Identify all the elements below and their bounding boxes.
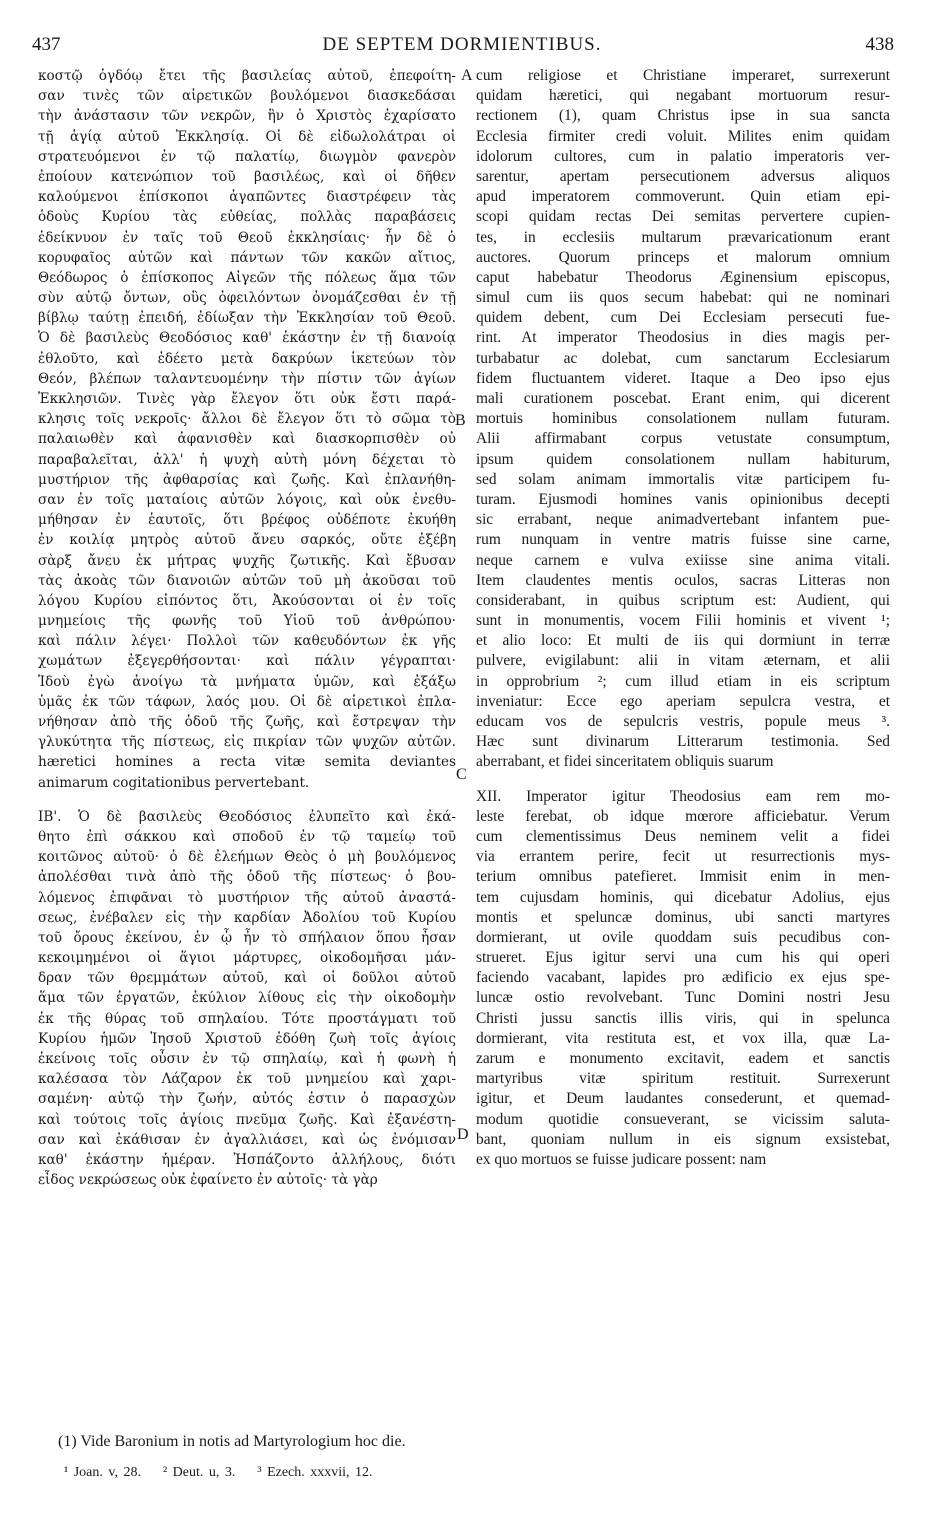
greek-text-line: σὺν αὐτῷ ὄντων, οὓς ὀφειλόντων ὀνομάζεσθαι ἐν τῇ (38, 290, 456, 307)
greek-text-line: λόγου Κυρίου εἰπόντος ὅτι, Ἀκούσονται οἱ ἐν τοῖς (38, 592, 456, 609)
latin-text-line: Alii affirmabant corpus vetustate consumptum, (476, 430, 890, 448)
greek-text-line: μυστήριον τῆς ἀφθαρσίας καὶ ζωῆς. Καὶ ἐπλανήθη- (38, 471, 456, 488)
latin-text-line: terium omnibus patefieret. Immisit enim in men- (476, 868, 890, 886)
page-number-left: 437 (32, 34, 61, 55)
greek-text-line: καλούμενοι ἐπίσκοποι ἀγαπῶντες διαστρέφειν τὰς (38, 189, 456, 206)
latin-text-line: quidem debent, cum Dei Ecclesiam persecuti fue- (476, 309, 890, 327)
greek-text-line: σαν ἐν τοῖς ματαίοις αὐτῶν λόγοις, καὶ οὐκ ἐνεθυ- (38, 491, 456, 508)
greek-text-line: κεκοιμημένοι οἱ ἅγιοι μάρτυρες, οἰκοδομῆσαι μάν- (38, 950, 456, 967)
latin-text-line: turam. Ejusmodi homines vanis opinionibus decepti (476, 490, 890, 508)
latin-text-line: in opprobrium ²; cum illud etiam in eis scriptum (476, 672, 890, 690)
latin-text-line: apud imperatorem commoverunt. Quin etiam epi- (476, 188, 890, 206)
latin-text-line: pulvere, evigilabunt: alii in vitam æternam, et alii (476, 652, 890, 670)
greek-text-line: ὑμᾶς ἐκ τῶν τάφων, λαός μου. Οἱ δὲ αἱρετικοὶ ἐπλα- (38, 693, 456, 710)
running-title: DE SEPTEM DORMIENTIBUS. (322, 34, 602, 55)
latin-text-line: rectionem (1), quam Christus ipse in sua sancta (476, 107, 890, 125)
greek-column (38, 66, 456, 1190)
greek-text-line: ἅμα τῶν ἐργατῶν, ἐκύλιον λίθους εἰς τὴν οἰκοδομὴν (38, 990, 456, 1007)
greek-text-line: τοῦ ὄρους ἐκείνου, ἐν ᾧ ἦν τὸ σπήλαιον ὅπου ἦσαν (38, 929, 456, 946)
latin-text-line: sic errabant, neque animadvertebant infantem pue- (476, 511, 890, 529)
greek-text-line: λόμενος ἐπιφᾶναι τὸ μυστήριον τῆς αὐτοῦ ἀναστά- (38, 889, 456, 906)
latin-text-line: Hæc sunt divinarum Litterarum testimonia. Sed (476, 733, 890, 751)
latin-text-line: sed solam animam immortalis vitæ participem fu- (476, 470, 890, 488)
greek-text-line: καλέσασα τὸν Λάζαρον ἐκ τοῦ μνημείου καὶ χαρι- (38, 1071, 456, 1088)
latin-text-line: considerabant, in quibus scriptum est: Audient, qui (476, 591, 890, 609)
latin-text-line: educam vos de sepulcris vestris, popule meus ³. (476, 713, 890, 730)
latin-text-line: mali curationem poscebat. Erant enim, qui dicerent (476, 390, 890, 407)
latin-text-line: tes, in ecclesiis multarum prævaricationum erant (476, 228, 890, 246)
scripture-references (64, 1465, 395, 1481)
greek-text-line: τῇ ἁγίᾳ αὐτοῦ Ἐκκλησίᾳ. Οἱ δὲ εἰδωλολάτραι οἱ (38, 128, 456, 145)
latin-text-line: et alio loco: Et multi de iis qui dormiunt in terræ (476, 632, 890, 650)
latin-text-line: XII. Imperator igitur Theodosius eam rem mo- (476, 787, 890, 805)
latin-text-line: ex quo mortuos se fuisse judicare possent: nam (476, 1150, 767, 1168)
greek-text-line: hæretici homines a recta vitæ semita deviantes (38, 754, 456, 771)
latin-text-line: aberrabant, et fidei sinceritatem obliquis suarum (476, 753, 774, 771)
greek-text-line: σὰρξ ἄνευ ἐκ μήτρας ψυχῆς ζωτικῆς. Καὶ ἔβυσαν (38, 552, 456, 569)
greek-text-line: μνημείοις τῆς φωνῆς τοῦ Υἱοῦ τοῦ ἀνθρώπου· (38, 613, 456, 630)
greek-text-line: animarum cogitationibus pervertebant. (38, 774, 310, 791)
greek-text-line: κλησις τοῖς νεκροῖς· ἄλλοι δὲ ἔλεγον ὅτι τὸ σῶμα τὸ (38, 411, 456, 428)
greek-text-line: ἐν κοιλίᾳ μητρὸς αὐτοῦ ἄνευ σαρκός, οὔτε ἐξέβη (38, 532, 456, 549)
greek-text-line: καὶ πάλιν λέγει· Πολλοὶ τῶν καθευδόντων ἐκ γῆς (38, 633, 456, 650)
latin-text-line: via errantem perire, fecit ut resurrectionis mys- (476, 848, 890, 866)
latin-text-line: montis et speluncæ dominus, ubi sancti martyres (476, 908, 890, 926)
greek-text-line: τὴν ἀνάστασιν τῶν νεκρῶν, ἣν ὁ Χριστὸς ἐχαρίσατο (38, 108, 456, 125)
latin-text-line: auctores. Quorum princeps et malorum omnium (476, 248, 890, 266)
greek-text-line: σαν τινὲς τῶν αἱρετικῶν βουλόμενοι διασκεδάσαι (38, 88, 456, 105)
greek-text-line: Ἰδοὺ ἐγὼ ἀνοίγω τὰ μνήματα ὑμῶν, καὶ ἐξάξω (38, 673, 456, 690)
greek-text-line: ἐκ τῆς θύρας τοῦ σπηλαίου. Τότε προστάγματι τοῦ (38, 1010, 456, 1027)
greek-text-line: ἀπολέσθαι τινὰ ἀπὸ τῆς ὁδοῦ τῆς πίστεως· ὁ βου- (38, 869, 456, 886)
greek-text-line: κορυφαῖος αὐτῶν καὶ πάντων τῶν κακῶν αἴτιος, (38, 249, 456, 266)
latin-text-line: Ecclesia firmiter credi voluit. Milites enim quidam (476, 127, 890, 145)
latin-text-line: turbabatur ac dolebat, cum sanctarum Ecclesiarum (476, 349, 890, 367)
greek-text-line: Κυρίου ἡμῶν Ἰησοῦ Χριστοῦ ἐδόθη ζωὴ τοῖς ἁγίοις (38, 1030, 456, 1047)
latin-text-line: caput habebatur Theodorus Æginensium episcopus, (476, 268, 890, 286)
latin-text-line: strueret. Ejus igitur servi una cum his qui operi (476, 949, 890, 967)
paragraph-gap (38, 793, 456, 807)
latin-text-line: dormierant, vita restituta est, et vox illa, quæ La- (476, 1029, 890, 1047)
latin-text-line: quidam hæretici, qui negabant mortuorum resur- (476, 87, 890, 105)
latin-text-line: cum religiose et Christiane imperaret, surrexerunt (476, 67, 890, 84)
latin-text-line: Item claudentes mentis oculos, sacras Litteras non (476, 571, 890, 589)
greek-text-line: παραβαλεῖται, ἀλλ' ἡ ψυχὴ αὐτὴ μόνη δέχεται τὸ (38, 451, 456, 468)
latin-text-line: faciendo vacabant, lapides pro ædificio ex ejus spe- (476, 969, 890, 987)
latin-text-line: rum nunquam in ventre matris fuisse sine carne, (476, 531, 890, 549)
greek-text-line: νήθησαν ἀπὸ τῆς ὁδοῦ τῆς ζωῆς, καὶ ἔστρεψαν τὴν (38, 714, 456, 730)
latin-text-line: bant, quoniam nullum in eis signum exsistebat, (476, 1130, 890, 1148)
greek-text-line: ὁδοὺς Κυρίου τὰς εὐθείας, πολλὰς παραβάσεις (38, 209, 456, 226)
greek-text-line: εἶδος νεκρώσεως οὐκ ἐφαίνετο ἐν αὐτοῖς· τὰ γὰρ (38, 1172, 378, 1189)
latin-text-line: fidem fluctuantem videret. Itaque a Deo ipso ejus (476, 369, 890, 387)
margin-marker-a: A (461, 67, 473, 84)
margin-marker-c: C (456, 766, 467, 783)
greek-text-line: δραν τῶν θρεμμάτων αὐτοῦ, καὶ οἱ δοῦλοι αὐτοῦ (38, 970, 456, 987)
latin-text-line: dormierant, ut ovile quoddam suis pecudibus con- (476, 928, 890, 946)
latin-column (476, 66, 890, 1170)
page-number-right: 438 (865, 34, 894, 55)
latin-text-line: martyribus vitæ spiritum restituit. Surrexerunt (476, 1070, 890, 1088)
greek-text-line: σαμένη· αὐτῷ τὴν ζωήν, αὐτός ἐστιν ὁ παρασχὼν (38, 1091, 456, 1108)
greek-text-line: θητο ἐπὶ σάκκου καὶ σποδοῦ ἐν τῷ ταμείῳ τοῦ (38, 828, 456, 845)
scripture-reference: ³ Ezech. xxxvii, 12. (257, 1465, 373, 1480)
latin-text-line: modum quotidie consueverant, se vicissim saluta- (476, 1110, 890, 1128)
latin-text-line: sunt in monumentis, vocem Filii hominis et vivent ¹; (476, 612, 890, 630)
footnote: (1) Vide Baronium in notis ad Martyrologium hoc die. (58, 1433, 406, 1450)
latin-text-line: igitur, et Deum laudantes consederunt, et quemad- (476, 1090, 890, 1108)
latin-text-line: luncæ ostio revolvebant. Tunc Domini nostri Jesu (476, 989, 890, 1007)
latin-text-line: idolorum cultores, cum in palatio imperatoris ver- (476, 147, 890, 165)
latin-text-line: ipsum quidem consolationem nullam habiturum, (476, 450, 890, 468)
scripture-reference: ² Deut. u, 3. (162, 1465, 236, 1480)
latin-text-line: simul cum iis quos secum habebat: qui ne nominari (476, 289, 890, 307)
latin-text-line: cum clementissimus Deus neminem velit a fidei (476, 827, 890, 845)
greek-text-line: τὰς ἀκοὰς τῶν διανοιῶν αὐτῶν τοῦ μὴ ἀκοῦσαι τοῦ (38, 572, 456, 589)
latin-text-line: Christi jussu sanctis illis viris, qui in spelunca (476, 1009, 890, 1027)
margin-marker-b: B (455, 412, 466, 429)
greek-text-line: κοστῷ ὀγδόῳ ἔτει τῆς βασιλείας αὐτοῦ, ἐπεφοίτη- (38, 68, 456, 84)
latin-text-line: sarentur, apertam persecutionem adversus aliquos (476, 167, 890, 185)
scripture-reference: ¹ Joan. v, 28. (64, 1465, 141, 1480)
greek-text-line: χωμάτων ἐξεγερθήσονται· καὶ πάλιν γέγραπται· (38, 653, 456, 670)
greek-text-line: Θεόδωρος ὁ ἐπίσκοπος Αἰγεῶν τῆς πόλεως ἅμα τῶν (38, 269, 456, 286)
latin-text-line: scopi quidam rectas Dei semitas pervertere cupien- (476, 208, 890, 226)
greek-text-line: Ὁ δὲ βασιλεὺς Θεοδόσιος καθ' ἑκάστην ἐν τῇ διανοίᾳ (38, 330, 456, 347)
latin-text-line: mortuis hominibus consolationem nullam futuram. (476, 410, 890, 428)
latin-text-line: inveniatur: Ecce ego aperiam sepulcra vestra, et (476, 692, 890, 710)
greek-text-line: βίβλῳ ταύτῃ ἐπειδή, ἐδίωξαν τὴν Ἐκκλησίαν τοῦ Θεοῦ. (38, 310, 456, 327)
greek-text-line: καθ' ἑκάστην ἡμέραν. Ἠσπάζοντο ἀλλήλους, διότι (38, 1151, 456, 1168)
greek-text-line: σεως, ἐνέβαλεν εἰς τὴν καρδίαν Ἀδολίου τοῦ Κυρίου (38, 909, 456, 926)
greek-text-line: ἐδείκνυον ἐν ταῖς τοῦ Θεοῦ ἐκκλησίαις· ἦν δὲ ὁ (38, 229, 456, 246)
paragraph-gap (476, 773, 890, 787)
greek-text-line: καὶ τούτοις τοῖς ἁγίοις πνεῦμα ζωῆς. Καὶ ἐξανέστη- (38, 1111, 456, 1128)
greek-text-line: ἐποίουν κατενώπιον τοῦ βασιλέως, καὶ οἱ δῆθεν (38, 168, 456, 185)
greek-text-line: ΙΒ'. Ὁ δὲ βασιλεὺς Θεοδόσιος ἐλυπεῖτο καὶ ἐκά- (38, 808, 456, 825)
latin-text-line: neque carnem e vulva exiisse sine anima vitali. (476, 551, 890, 569)
greek-text-line: ἐκείνοις τοῖς οὖσιν ἐν τῷ σπηλαίῳ, καὶ ἡ φωνὴ ἡ (38, 1051, 456, 1067)
latin-text-line: zarum e monumento excitavit, eadem et sanctis (476, 1050, 890, 1067)
greek-text-line: κοιτῶνος αὐτοῦ· ὁ δὲ ἐλεήμων Θεὸς ὁ μὴ βουλόμενος (38, 849, 456, 866)
greek-text-line: σαν καὶ ἐκάθισαν ἐν ἀγαλλιάσει, καὶ ὡς ἐνόμισαν (38, 1131, 456, 1148)
greek-text-line: στρατευόμενοι ἐν τῷ παλατίῳ, διωγμὸν φανερὸν (38, 148, 456, 165)
greek-text-line: Ἐκκλησιῶν. Τινὲς γὰρ ἔλεγον ὅτι οὐκ ἔστι παρά- (38, 391, 456, 407)
greek-text-line: μήθησαν ἐν ἑαυτοῖς, ὅτι βρέφος οὐδέποτε ἐκυήθη (38, 512, 456, 529)
greek-text-line: ἐθλοῦτο, καὶ ἐδέετο μετὰ δακρύων ἱκετεύων τὸν (38, 350, 456, 367)
margin-marker-d: D (457, 1126, 469, 1143)
greek-text-line: Θεόν, βλέπων ταλαντευομένην τὴν πίστιν τῶν ἁγίων (38, 370, 456, 387)
latin-text-line: tem cujusdam hominis, qui dicebatur Adolius, ejus (476, 888, 890, 906)
latin-text-line: rint. At imperator Theodosius in dies magis per- (476, 329, 890, 347)
greek-text-line: γλυκύτητα τῆς πίστεως, εἰς πικρίαν τῶν ψυχῶν αὐτῶν. (38, 734, 456, 751)
greek-text-line: παλαιωθὲν καὶ ἀφανισθὲν καὶ διασκορπισθὲν οὐ (38, 431, 456, 448)
running-header (30, 34, 894, 62)
latin-text-line: leste ferebat, ob idque mœrore afficiebatur. Verum (476, 807, 890, 825)
